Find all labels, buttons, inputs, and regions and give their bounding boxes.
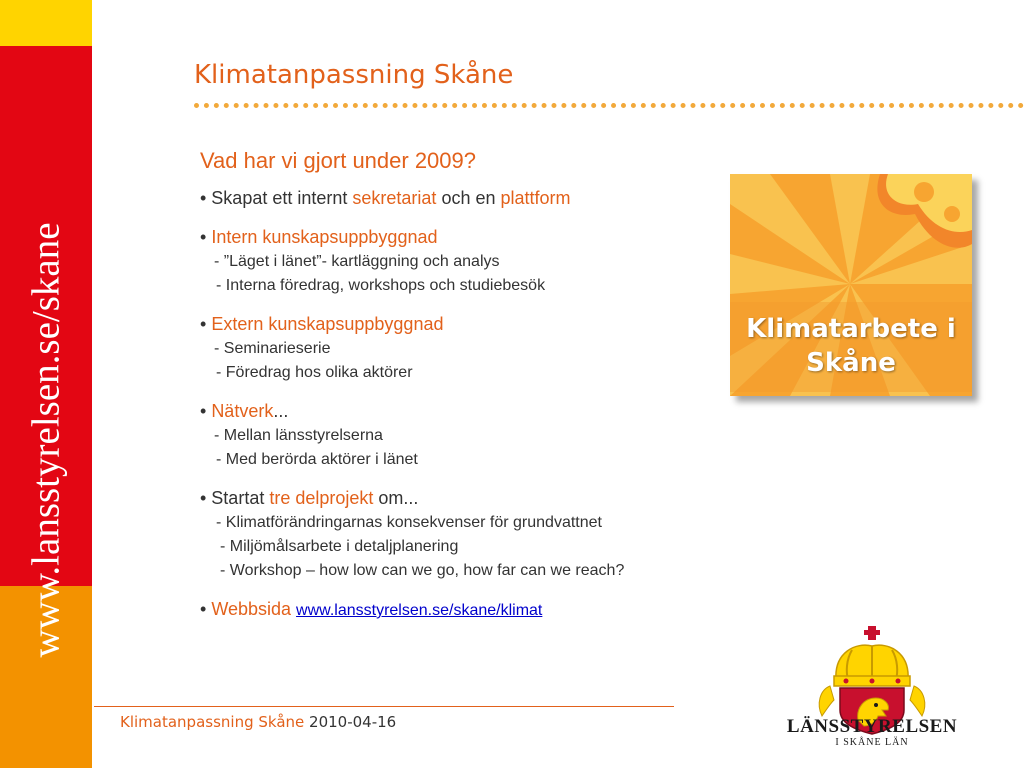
bullet-text: • Startat — [200, 488, 270, 508]
bullet-subprojects — [200, 486, 740, 511]
sub-item: - ”Läget i länet”- kartläggning och analys — [214, 253, 500, 270]
footer-divider — [94, 706, 674, 707]
footer — [120, 713, 396, 731]
main-content — [200, 148, 740, 623]
bullet-text: ... — [273, 401, 289, 421]
bullet-text: • — [200, 227, 212, 247]
sub-item: - Med berörda aktörer i länet — [216, 451, 418, 468]
sub-item: - Workshop – how low can we go, how far can we reach? — [220, 562, 625, 579]
sidebar-url-text: www.lansstyrelsen.se/skane — [24, 222, 68, 658]
bullet-secretariat — [200, 186, 740, 211]
logo-name: LÄNSSTYRELSEN — [786, 716, 958, 737]
bullet-extern — [200, 312, 740, 337]
bullet-highlight: Webbsida — [211, 599, 292, 619]
bullet-text: • Skapat ett internt — [200, 188, 353, 208]
bullet-text: om... — [373, 488, 419, 508]
bullet-highlight: tre delprojekt — [269, 488, 374, 508]
footer-title: Klimatanpassning Skåne — [120, 713, 305, 731]
bullet-website — [200, 597, 740, 623]
bullet-text: • — [200, 314, 212, 334]
bullet-text: • — [200, 401, 212, 421]
bullet-text: och en — [436, 188, 501, 208]
caption-line: Klimatarbete i — [746, 314, 956, 344]
bullet-highlight: Nätverk — [211, 401, 274, 421]
sub-item: - Mellan länsstyrelserna — [214, 427, 383, 444]
dotted-divider — [194, 103, 1024, 114]
sub-item: - Interna föredrag, workshops och studiebesök — [216, 277, 546, 294]
bullet-highlight: sekretariat — [352, 188, 437, 208]
sub-item: - Klimatförändringarnas konsekvenser för grundvattnet — [216, 514, 602, 531]
bullet-network — [200, 399, 740, 424]
footer-date: 2010-04-16 — [309, 713, 397, 731]
bullet-highlight: Intern kunskapsuppbyggnad — [211, 227, 438, 247]
sub-item: - Seminarieserie — [214, 340, 331, 357]
sub-item: - Miljömålsarbete i detaljplanering — [220, 538, 459, 555]
klimatarbete-image — [730, 174, 972, 396]
sub-item: - Föredrag hos olika aktörer — [216, 364, 413, 381]
image-caption — [730, 312, 972, 380]
bullet-highlight: plattform — [500, 188, 571, 208]
website-link[interactable]: www.lansstyrelsen.se/skane/klimat — [296, 602, 543, 619]
section-heading: Vad har vi gjort under 2009? — [200, 148, 476, 173]
page-title: Klimatanpassning Skåne — [194, 60, 514, 90]
bullet-intern — [200, 225, 740, 250]
bullet-highlight: Extern kunskapsuppbyggnad — [211, 314, 444, 334]
logo-subtitle: I SKÅNE LÄN — [835, 737, 909, 748]
bullet-text: • — [200, 599, 212, 619]
stripe-yellow-block — [0, 0, 92, 46]
caption-line: Skåne — [806, 348, 896, 378]
left-stripe — [0, 0, 92, 768]
